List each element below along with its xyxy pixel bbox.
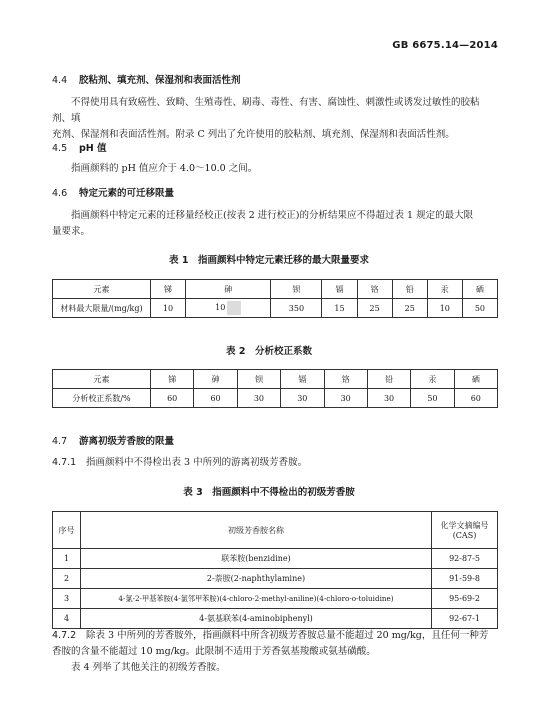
table-cell: 50 [462, 299, 497, 318]
paragraph-line: 指画颜料中不得检出表 3 中所列的游离初级芳香胺。 [86, 457, 308, 468]
table-cell: 60 [454, 389, 497, 408]
section-4-6-paragraph [52, 208, 498, 240]
table-cell: 钡 [271, 280, 322, 299]
paragraph-line: 不得使用具有致癌性、致畸、生殖毒性、刷毒、毒性、有害、腐蚀性、刺激性或诱发过敏性的胶粘剂、填 [52, 97, 480, 124]
section-number: 4.7 [52, 436, 68, 447]
table-cell: 汞 [427, 280, 462, 299]
table-cell: 1 [53, 549, 81, 569]
table-cell: 92-87-5 [432, 549, 498, 569]
table-cell: 60 [151, 389, 194, 408]
table-cell: 10 [151, 299, 186, 318]
table-cell: 硒 [462, 280, 497, 299]
table-cell: 3 [53, 589, 81, 609]
table-cell: 92-67-1 [432, 609, 498, 629]
section-4-7-1-paragraph [52, 455, 498, 471]
table-cell: 50 [411, 389, 454, 408]
table-cell: 镉 [322, 280, 357, 299]
paragraph-line: 指画颜料的 pH 值应介于 4.0～10.0 之间。 [71, 163, 258, 174]
table-cell: 30 [281, 389, 324, 408]
section-4-5-heading [52, 140, 107, 154]
paragraph-line: 量要求。 [52, 226, 91, 237]
table-cell: 元素 [53, 280, 151, 299]
table-1 [52, 279, 498, 318]
table-cell: 联苯胺(benzidine) [81, 549, 432, 569]
table-cell: 锑 [151, 370, 194, 389]
table-cell: 30 [367, 389, 410, 408]
section-title: 游离初级芳香胺的限量 [79, 436, 175, 447]
section-number: 4.4 [52, 75, 68, 86]
table-cell: 砷 [194, 370, 237, 389]
table-cell: 初级芳香胺名称 [81, 512, 432, 549]
paragraph-line: 除表 3 中所列的芳香胺外，指画颜料中所含初级芳香胺总量不能超过 20 mg/kg，且任何一种芳 [86, 630, 489, 641]
table-cell-line: (CAS) [452, 531, 477, 540]
table-cell: 350 [271, 299, 322, 318]
table-cell: 4 [53, 609, 81, 629]
section-number: 4.7.2 [52, 630, 77, 641]
table-cell: 25 [357, 299, 392, 318]
table-row [53, 389, 498, 408]
table-header-row [53, 280, 498, 299]
table-cell: 25 [392, 299, 427, 318]
paragraph-line: 充剂、保湿剂和表面活性剂。附录 C 列出了允许使用的胶粘剂、填充剂、保湿剂和表面活性剂。 [52, 129, 455, 140]
table-cell: 镉 [281, 370, 324, 389]
table-cell: 铅 [392, 280, 427, 299]
scan-smudge [227, 301, 241, 315]
section-4-4-paragraph [52, 95, 498, 143]
table-cell-line: 化学文摘编号 [440, 521, 489, 530]
table-cell: 10 [427, 299, 462, 318]
table-cell: 元素 [53, 370, 151, 389]
table-cell: 汞 [411, 370, 454, 389]
standard-number: GB 6675.14—2014 [392, 40, 498, 51]
paragraph-line: 指画颜料中特定元素的迁移量经校正(按表 2 进行校正)的分析结果应不得超过表 1 规定的最大限 [71, 210, 474, 221]
table-cell: 91-59-8 [432, 569, 498, 589]
table-cell-value: 10 [215, 303, 226, 312]
table-cell: 4-氯-2-甲基苯胺(4-氯邻甲苯胺)(4-chloro-2-methyl-aniline)(4-chloro-o-toluidine) [81, 589, 432, 609]
table-cell: 95-69-2 [432, 589, 498, 609]
table-cell: 4-氨基联苯(4-aminobiphenyl) [81, 609, 432, 629]
table-cell: 钡 [237, 370, 280, 389]
table-header-row [53, 512, 498, 549]
table-cell: 30 [237, 389, 280, 408]
table-3 [52, 511, 498, 629]
table-1-caption: 表 1 指画颜料中特定元素迁移的最大限量要求 [169, 255, 369, 266]
table-row [53, 299, 498, 318]
section-title: 胶粘剂、填充剂、保湿剂和表面活性剂 [79, 75, 241, 86]
section-title: 特定元素的可迁移限量 [79, 188, 175, 199]
table-header-row [53, 370, 498, 389]
section-title: pH 值 [79, 143, 107, 154]
section-number: 4.7.1 [52, 457, 77, 468]
table-row [53, 549, 498, 569]
section-4-7-2-paragraph [52, 628, 498, 676]
table-row [53, 569, 498, 589]
paragraph-line: 表 4 列举了其他关注的初级芳香胺。 [71, 662, 226, 673]
table-cell: 砷 [186, 280, 271, 299]
table-2-caption: 表 2 分析校正系数 [226, 346, 312, 357]
table-cell [432, 512, 498, 549]
table-2 [52, 369, 498, 408]
table-cell: 锑 [151, 280, 186, 299]
paragraph-line: 香胺的含量不能超过 10 mg/kg。此限制不适用于芳香氨基羧酸或氨基磺酸。 [52, 646, 376, 657]
table-3-caption: 表 3 指画颜料中不得检出的初级芳香胺 [183, 487, 355, 498]
table-cell: 铬 [357, 280, 392, 299]
table-cell: 分析校正系数/% [53, 389, 151, 408]
table-cell: 2 [53, 569, 81, 589]
table-cell: 60 [194, 389, 237, 408]
table-cell: 硒 [454, 370, 497, 389]
table-cell: 15 [322, 299, 357, 318]
table-cell: 材料最大限量/(mg/kg) [53, 299, 151, 318]
table-row [53, 609, 498, 629]
table-cell: 铅 [367, 370, 410, 389]
table-cell: 铬 [324, 370, 367, 389]
section-number: 4.6 [52, 188, 68, 199]
section-4-6-heading [52, 185, 174, 199]
table-cell: 30 [324, 389, 367, 408]
section-number: 4.5 [52, 143, 68, 154]
section-4-7-heading [52, 433, 174, 447]
table-cell [186, 299, 271, 318]
table-cell: 序号 [53, 512, 81, 549]
section-4-4-heading [52, 72, 241, 86]
section-4-5-paragraph [52, 161, 498, 177]
table-cell: 2-萘胺(2-naphthylamine) [81, 569, 432, 589]
table-row [53, 589, 498, 609]
